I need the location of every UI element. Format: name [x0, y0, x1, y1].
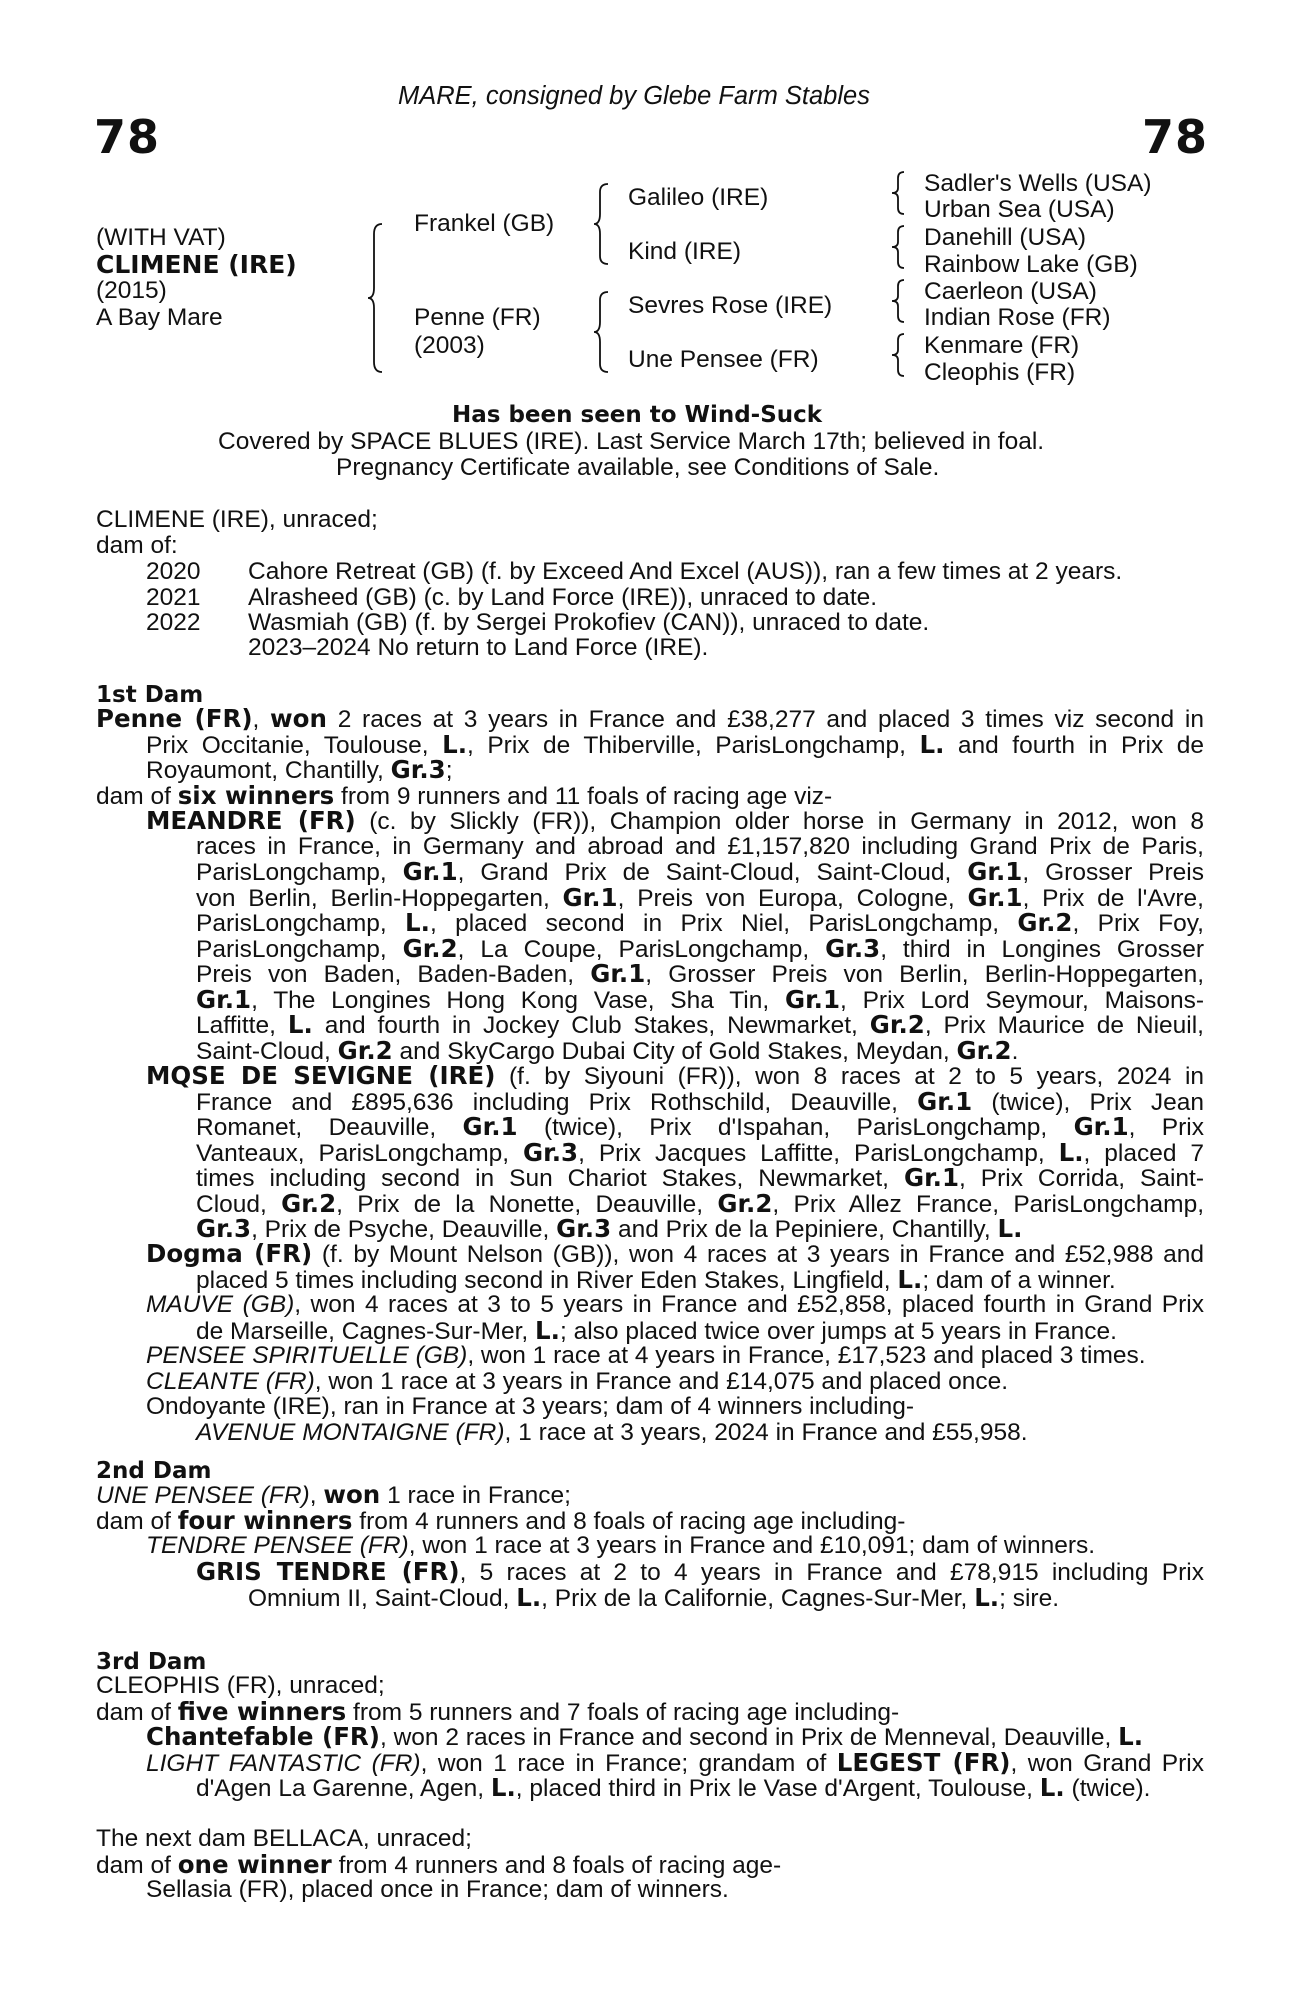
produce-text: Alrasheed (GB) (c. by Land Force (IRE)), unraced to date.: [248, 584, 878, 611]
dogma-name: Dogma (FR): [146, 1239, 313, 1268]
pedigree-dam-dam: Une Pensee (FR): [628, 346, 819, 373]
avenue-name: AVENUE MONTAIGNE (FR): [196, 1418, 505, 1446]
pedigree-dam-sire: Sevres Rose (IRE): [628, 292, 833, 319]
pedigree-brace-2b: [592, 290, 612, 374]
produce-year: 2021: [146, 584, 201, 611]
mauve-name: MAUVE (GB): [146, 1291, 295, 1318]
pedigree-sds: Danehill (USA): [924, 224, 1087, 251]
produce-year: 2020: [146, 558, 201, 585]
pedigree-dss: Caerleon (USA): [924, 278, 1097, 305]
produce-intro: CLIMENE (IRE), unraced;: [96, 506, 378, 533]
horse-description: A Bay Mare: [96, 304, 223, 331]
pedigree-sire: Frankel (GB): [414, 210, 555, 237]
produce-no-return: 2023–2024 No return to Land Force (IRE).: [248, 634, 709, 661]
covered-note: Covered by SPACE BLUES (IRE). Last Service March 17th; believed in foal.: [218, 428, 1045, 455]
pedigree-brace-1: [366, 222, 386, 374]
legest-name: LEGEST (FR): [836, 1747, 1011, 1777]
horse-name: CLIMENE (IRE): [96, 250, 297, 279]
pedigree-dam-year: (2003): [414, 332, 485, 359]
sellasia-entry: Sellasia (FR), placed once in France; dam of winners.: [146, 1876, 729, 1903]
first-dam-heading: 1st Dam: [96, 682, 204, 708]
pedigree-sdd: Rainbow Lake (GB): [924, 251, 1138, 278]
cleante-name: CLEANTE (FR): [146, 1367, 315, 1395]
meandre-name: MEANDRE (FR): [146, 806, 356, 835]
penne-name: Penne (FR): [96, 704, 253, 733]
pedigree-ddd: Cleophis (FR): [924, 359, 1076, 386]
chantefable-entry: Chantefable (FR), won 2 races in France and second in Prix de Menneval, Deauville, L. LIGHT FANTASTIC (FR), won 1 race in France; grandam of LEGEST (FR), won Grand Prix d'Agen La Garenne, Agen, L., placed third in Prix le Vase d'Argent, Toulouse, L. (twice).: [146, 1722, 1205, 1802]
second-dam-heading: 2nd Dam: [96, 1458, 212, 1484]
next-dam-entry: The next dam BELLACA, unraced; dam of one winner from 4 runners and 8 foals of racing age- Sellasia (FR), placed once in France; dam of winners.: [96, 1825, 782, 1903]
gris-tendre-entry: GRIS TENDRE (FR), 5 races at 2 to 4 years in France and £78,915 including Prix Omnium II, Saint-Cloud, L., Prix de la Californie, Cagnes-Sur-Mer, L.; sire.: [196, 1557, 1204, 1612]
vat-label: (WITH VAT): [96, 224, 226, 251]
consignment-title: MARE, consigned by Glebe Farm Stables: [398, 82, 870, 110]
pedigree-brace-2a: [592, 182, 612, 266]
une-pensee-entry: UNE PENSEE (FR), won 1 race in France; dam of four winners from 4 runners and 8 foals of racing age including- TENDRE PENSEE (FR), won 1 race at 3 years in France and £10,091; dam of winners.: [96, 1480, 1096, 1559]
cleophis-entry: CLEOPHIS (FR), unraced; dam of five winners from 5 runners and 7 foals of racing age including-: [96, 1672, 900, 1726]
mqse-name: MQSE DE SEVIGNE (IRE): [146, 1061, 496, 1090]
gris-tendre-name: GRIS TENDRE (FR): [196, 1557, 460, 1586]
pedigree-brace-3a: [890, 170, 908, 216]
certificate-note: Pregnancy Certificate available, see Conditions of Sale.: [336, 454, 940, 481]
pedigree-sss: Sadler's Wells (USA): [924, 170, 1152, 197]
chantefable-name: Chantefable (FR): [146, 1722, 380, 1751]
windsuck-note: Has been seen to Wind-Suck: [452, 402, 823, 428]
light-fantastic-name: LIGHT FANTASTIC (FR): [146, 1749, 421, 1777]
produce-text: Wasmiah (GB) (f. by Sergei Prokofiev (CAN)), unraced to date.: [248, 609, 930, 636]
penne-entry: Penne (FR), won 2 races at 3 years in France and £38,277 and placed 3 times viz second in Prix Occitanie, Toulouse, L., Prix de Thiberville, ParisLongchamp, L. and fourth in Prix de Royaumont, Chantilly, Gr.3; dam of six winners from 9 runners and 11 foals of racing age viz-: [96, 704, 1204, 810]
produce-damof: dam of:: [96, 532, 178, 559]
pedigree-brace-3c: [890, 278, 908, 324]
lot-number-right: 78: [1142, 110, 1209, 164]
pedigree-dam: Penne (FR): [414, 304, 541, 331]
mqse-entry: MQSE DE SEVIGNE (IRE) (f. by Siyouni (FR)), won 8 races at 2 to 5 years, 2024 in France and £895,636 including Prix Rothschild, Deauville, Gr.1 (twice), Prix Jean Romanet, Deauville, Gr.1 (twice), Prix d'Ispahan, ParisLongchamp, Gr.1, Prix Vanteaux, ParisLongchamp, Gr.3, Prix Jacques Laffitte, ParisLongchamp, L., placed 7 times including second in Sun Chariot Stakes, Newmarket, Gr.1, Prix Corrida, Saint- Cloud, Gr.2, Prix de la Nonette, Deauville, Gr.2, Prix Allez France, ParisLongchamp, Gr.3, Prix de Psyche, Deauville, Gr.3 and Prix de la Pepiniere, Chantilly, L.: [146, 1061, 1205, 1243]
pensee-name: PENSEE SPIRITUELLE (GB): [146, 1342, 468, 1369]
pedigree-brace-3b: [890, 224, 908, 270]
pedigree-dsd: Indian Rose (FR): [924, 304, 1111, 331]
pedigree-ssd: Urban Sea (USA): [924, 196, 1115, 223]
pedigree-sire-sire: Galileo (IRE): [628, 184, 769, 211]
horse-year: (2015): [96, 277, 167, 304]
produce-text: Cahore Retreat (GB) (f. by Exceed And Excel (AUS)), ran a few times at 2 years.: [248, 558, 1123, 585]
lot-number-left: 78: [94, 110, 161, 164]
pedigree-sire-dam: Kind (IRE): [628, 238, 742, 265]
pedigree-dds: Kenmare (FR): [924, 332, 1080, 359]
tendre-name: TENDRE PENSEE (FR): [146, 1532, 409, 1559]
dogma-entry: Dogma (FR) (f. by Mount Nelson (GB)), won 4 races at 3 years in France and £52,988 and placed 5 times including second in River Eden Stakes, Lingfield, L.; dam of a winner. MAUVE (GB), won 4 races at 3 to 5 years in France and £52,858, placed fourth in Grand Prix de Marseille, Cagnes-Sur-Mer, L.; also placed twice over jumps at 5 years in France. PENSEE SPIRITUELLE (GB), won 1 race at 4 years in France, £17,523 and placed 3 times. CLEANTE (FR), won 1 race at 3 years in France and £14,075 and placed once. Ondoyante (IRE), ran in France at 3 years; dam of 4 winners including- AVENUE MONTAIGNE (FR), 1 race at 3 years, 2024 in France and £55,958.: [146, 1239, 1205, 1446]
meandre-entry: MEANDRE (FR) (c. by Slickly (FR)), Champion older horse in Germany in 2012, won 8 races in France, in Germany and abroad and £1,157,820 including Grand Prix de Paris, ParisLongchamp, Gr.1, Grand Prix de Saint-Cloud, Saint-Cloud, Gr.1, Grosser Preis von Berlin, Berlin-Hoppegarten, Gr.1, Preis von Europa, Cologne, Gr.1, Prix de l'Avre, ParisLongchamp, L., placed second in Prix Niel, ParisLongchamp, Gr.2, Prix Foy, ParisLongchamp, Gr.2, La Coupe, ParisLongchamp, Gr.3, third in Longines Grosser Preis von Baden, Baden-Baden, Gr.1, Grosser Preis von Berlin, Berlin-Hoppegarten, Gr.1, The Longines Hong Kong Vase, Sha Tin, Gr.1, Prix Lord Seymour, Maisons- Laffitte, L. and fourth in Jockey Club Stakes, Newmarket, Gr.2, Prix Maurice de Nieuil, Saint-Cloud, Gr.2 and SkyCargo Dubai City of Gold Stakes, Meydan, Gr.2.: [146, 806, 1205, 1065]
pedigree-brace-3d: [890, 332, 908, 378]
ondoyante-entry: Ondoyante (IRE), ran in France at 3 years; dam of 4 winners including-: [146, 1393, 915, 1420]
une-pensee-name: UNE PENSEE (FR): [96, 1482, 310, 1509]
third-dam-heading: 3rd Dam: [96, 1649, 207, 1675]
produce-year: 2022: [146, 609, 201, 636]
